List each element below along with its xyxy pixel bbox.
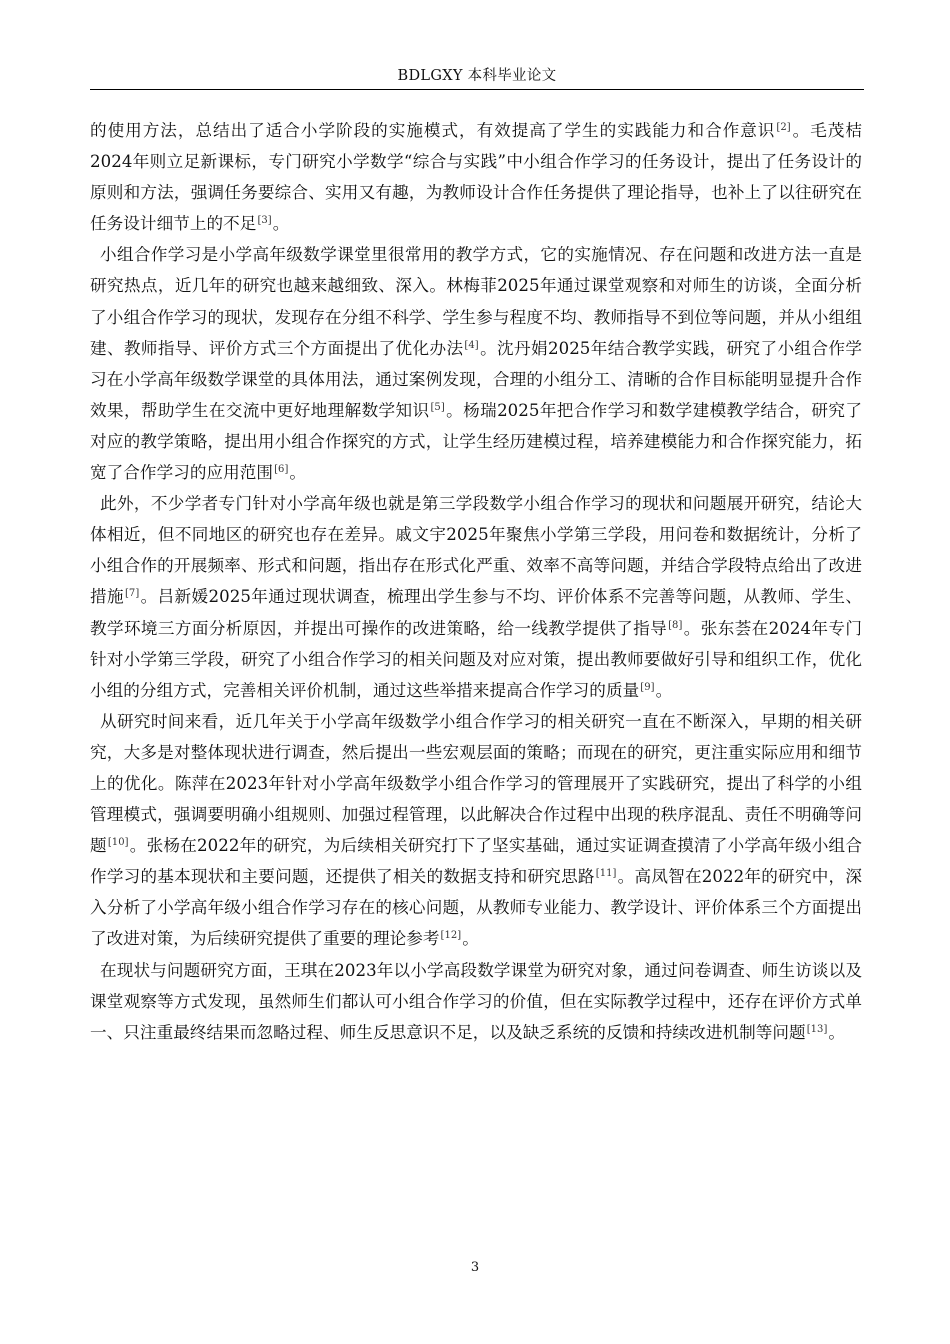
citation-ref: [10] <box>107 837 129 849</box>
paragraph-text: 从研究时间来看，近几年关于小学高年级数学小组合作学习的相关研究一直在不断深入，早期的相关研究，大多是对整体现状进行调查，然后提出一些宏观层面的策略；而现在的研究，更注重实际应用和细节上的优化。陈萍在2023年针对小学高年级数学小组合作学习的管理展开了实践研究，提出了科学的小组管理模式，强调要明确小组规则、加强过程管理，以此解决合作过程中出现的秩序混乱、责任不明确等问题 <box>90 711 862 856</box>
citation-ref: [9] <box>640 681 655 693</box>
page-header: BDLGXY 本科毕业论文 <box>397 68 557 84</box>
paragraph-1 <box>90 115 862 239</box>
header-divider <box>90 89 864 90</box>
citation-ref: [5] <box>430 401 445 413</box>
citation-ref: [6] <box>274 464 289 476</box>
paragraph-text: 。高凤智在2022年的研究中，深入分析了小学高年级小组合作学习存在的核心问题，从教师专业能力、教学设计、评价体系三个方面提出了改进对策，为后续研究提供了重要的理论参考 <box>90 867 862 949</box>
paragraph-2 <box>90 239 862 488</box>
citation-ref: [13] <box>806 1023 828 1035</box>
paragraph-text: 。吕新媛2025年通过现状调查，梳理出学生参与不均、评价体系不完善等问题，从教师、学生、教学环境三方面分析原因，并提出可操作的改进策略，给一线教学提供了指导 <box>90 587 862 638</box>
paragraph-4 <box>90 706 862 955</box>
paragraph-text: 。毛茂桔2024年则立足新课标，专门研究小学数学“综合与实践”中小组合作学习的任务设计，提出了任务设计的原则和方法，强调任务要综合、实用又有趣，为教师设计合作任务提供了理论指导，也补上了以往研究在任务设计细节上的不足 <box>90 121 862 234</box>
citation-ref: [12] <box>440 930 462 942</box>
paragraph-text: 。 <box>655 680 673 700</box>
body-text <box>90 115 862 1048</box>
paragraph-text: 。 <box>272 214 290 234</box>
paragraph-text: 的使用方法，总结出了适合小学阶段的实施模式，有效提高了学生的实践能力和合作意识 <box>90 121 776 140</box>
paragraph-text: 在现状与问题研究方面，王琪在2023年以小学高段数学课堂为研究对象，通过问卷调查、师生访谈以及课堂观察等方式发现，虽然师生们都认可小组合作学习的价值，但在实际教学过程中，还存在评价方式单一、只注重最终结果而忽略过程、师生反思意识不足，以及缺乏系统的反馈和持续改进机制等问题 <box>90 960 862 1042</box>
paragraph-text: 小组合作学习是小学高年级数学课堂里很常用的教学方式，它的实施情况、存在问题和改进方法一直是研究热点，近几年的研究也越来越细致、深入。林梅菲2025年通过课堂观察和对师生的访谈，全面分析了小组合作学习的现状，发现存在分组不科学、学生参与程度不均、教师指导不到位等问题，并从小组组建、教师指导、评价方式三个方面提出了优化办法 <box>90 245 862 358</box>
paragraph-text: 。张东荟在2024年专门针对小学第三学段，研究了小组合作学习的相关问题及对应对策，提出教师要做好引导和组织工作，优化小组的分组方式，完善相关评价机制，通过这些举措来提高合作学习的质量 <box>90 618 862 700</box>
citation-ref: [11] <box>595 868 617 880</box>
citation-ref: [3] <box>257 215 272 227</box>
paragraph-text: 。 <box>828 1022 846 1042</box>
citation-ref: [2] <box>776 122 791 133</box>
page-number: 3 <box>470 1260 480 1275</box>
citation-ref: [8] <box>668 619 683 631</box>
paragraph-text: 。 <box>289 463 307 483</box>
paragraph-text: 此外，不少学者专门针对小学高年级也就是第三学段数学小组合作学习的现状和问题展开研究，结论大体相近，但不同地区的研究也存在差异。戚文宇2025年聚焦小学第三学段，用问卷和数据统计，分析了小组合作的开展频率、形式和问题，指出存在形式化严重、效率不高等问题，并结合学段特点给出了改进措施 <box>90 494 862 607</box>
paragraph-text: 。张杨在2022年的研究，为后续相关研究打下了坚实基础，通过实证调查摸清了小学高年级小组合作学习的基本现状和主要问题，还提供了相关的数据支持和研究思路 <box>90 836 862 887</box>
paragraph-text: 。杨瑞2025年把合作学习和数学建模教学结合，研究了对应的教学策略，提出用小组合作探究的方式，让学生经历建模过程，培养建模能力和合作探究能力，拓宽了合作学习的应用范围 <box>90 400 863 483</box>
paragraph-text: 。沈丹娟2025年结合教学实践，研究了小组合作学习在小学高年级数学课堂的具体用法，通过案例发现，合理的小组分工、清晰的合作目标能明显提升合作效果，帮助学生在交流中更好地理解数学知识 <box>90 338 862 420</box>
citation-ref: [4] <box>464 339 479 351</box>
paragraph-5 <box>90 955 862 1048</box>
citation-ref: [7] <box>124 588 140 600</box>
paragraph-text: 。 <box>462 929 479 949</box>
paragraph-3 <box>90 488 862 706</box>
